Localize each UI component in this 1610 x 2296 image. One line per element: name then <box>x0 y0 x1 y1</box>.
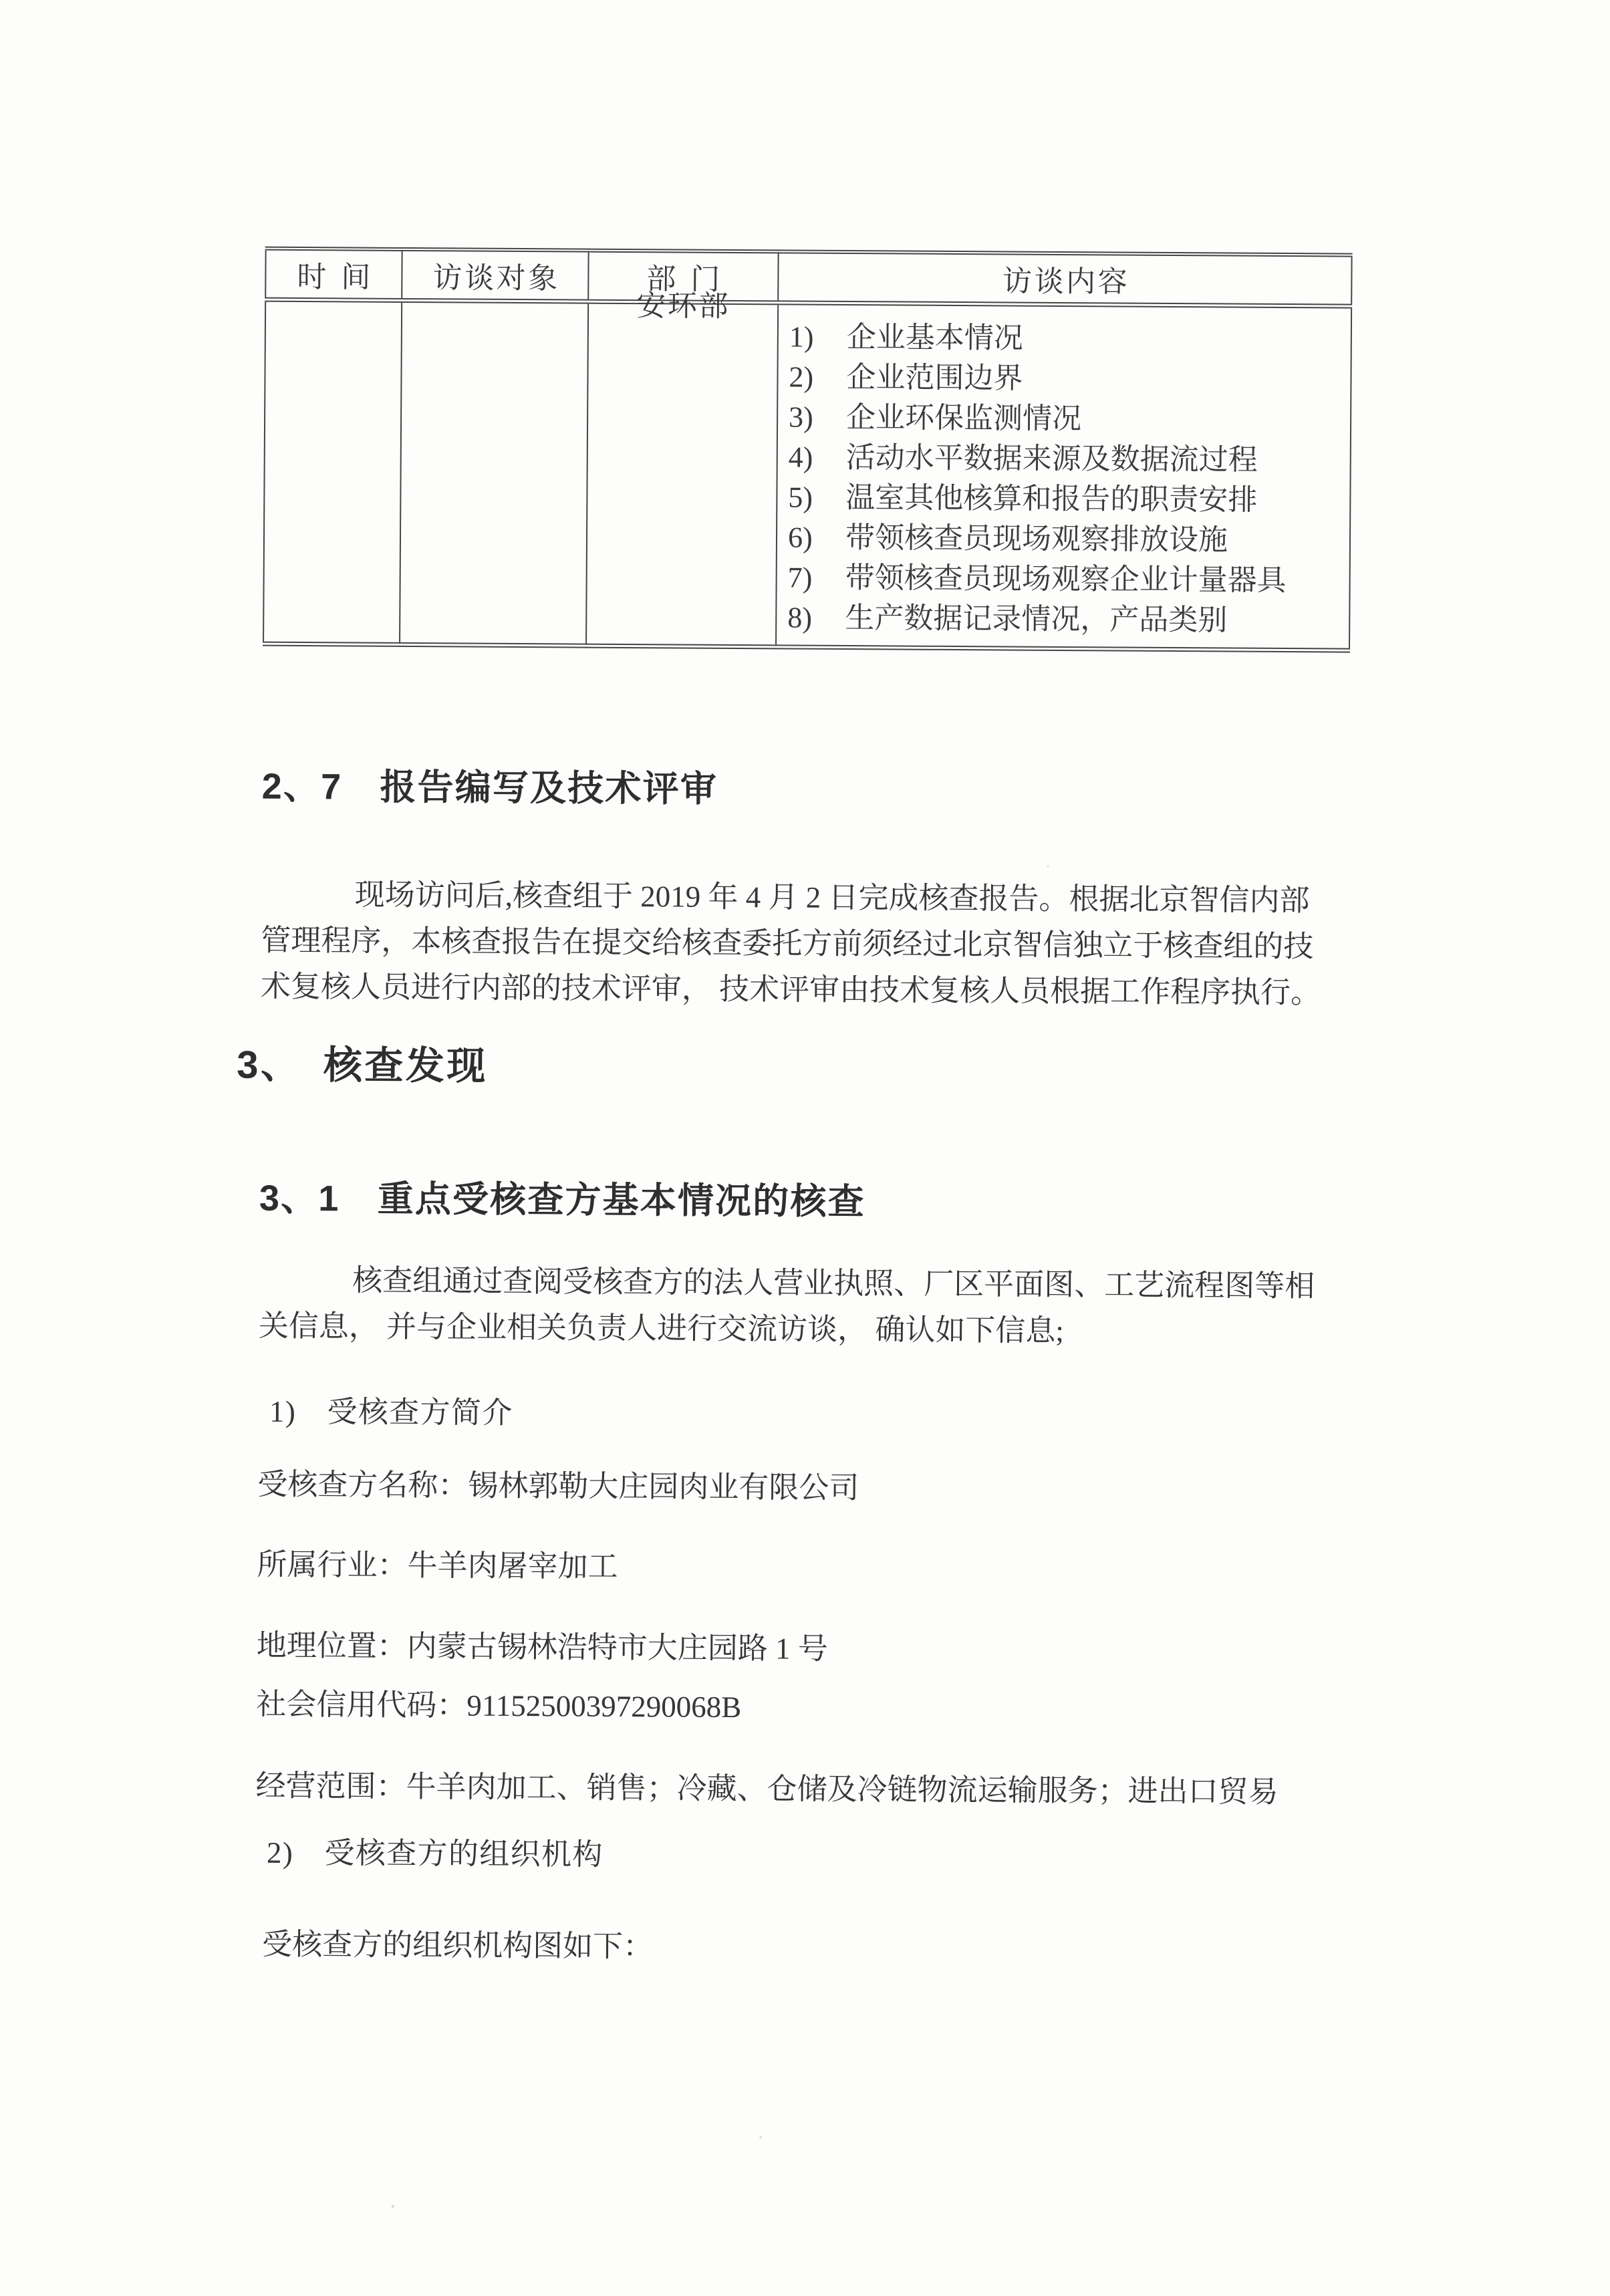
col-header-time: 时间 <box>265 249 402 301</box>
info-line-company-name: 受核查方名称：锡林郭勒大庄园肉业有限公司 <box>257 1467 859 1505</box>
list-item <box>789 317 1351 360</box>
col-header-content: 访谈内容 <box>778 251 1351 306</box>
list-item-number: 5) <box>788 481 813 514</box>
list-item <box>788 477 1349 521</box>
section-heading-3: 3、 核查发现 <box>236 1043 489 1088</box>
section-2-7-paragraph <box>261 872 1357 1017</box>
section-heading-2-7: 2、7 报告编写及技术评审 <box>261 766 718 809</box>
department-label: 安环部 <box>636 289 730 323</box>
list-item <box>787 557 1349 601</box>
list-item <box>789 437 1350 481</box>
info-line-industry: 所属行业：牛羊肉屠宰加工 <box>257 1547 618 1583</box>
paragraph-line: 关信息， 并与企业相关负责人进行交流访谈， 确认如下信息; <box>258 1309 1064 1348</box>
list-item-text: 活动水平数据来源及数据流过程 <box>845 441 1258 477</box>
table-header-row <box>265 249 1351 306</box>
paragraph-line: 术复核人员进行内部的技术评审， 技术评审由技术复核人员根据工作程序执行。 <box>260 969 1321 1010</box>
col-header-interviewee: 访谈对象 <box>402 249 588 301</box>
scan-speck <box>392 2205 394 2208</box>
paragraph-line: 核查组通过查阅受核查方的法人营业执照、厂区平面图、工艺流程图等相 <box>352 1263 1315 1303</box>
scan-speck <box>759 2136 761 2139</box>
cell-interviewee <box>400 300 588 646</box>
list-item-text: 生产数据记录情况，产品类别 <box>845 601 1228 637</box>
subitem-2-organization: 2) 受核查方的组织机构 <box>266 1835 603 1872</box>
interview-content-list <box>777 305 1351 648</box>
list-item-text: 企业范围边界 <box>846 361 1023 395</box>
cell-time <box>263 299 402 644</box>
list-item-text: 企业基本情况 <box>846 321 1024 355</box>
info-line-business-scope: 经营范围：牛羊肉加工、销售；冷藏、仓储及冷链物流运输服务；进出口贸易 <box>255 1769 1279 1809</box>
list-item-number: 4) <box>788 440 813 474</box>
list-item-text: 温室其他核算和报告的职责安排 <box>845 481 1258 517</box>
scan-speck <box>1047 866 1049 868</box>
list-item-number: 6) <box>787 521 813 554</box>
list-item-number: 8) <box>787 601 813 634</box>
list-item-number: 3) <box>788 400 813 434</box>
cell-department <box>586 289 778 647</box>
list-item <box>789 397 1350 440</box>
list-item-number: 1) <box>789 320 814 354</box>
info-line-credit-code: 社会信用代码：91152500397290068B <box>256 1687 742 1725</box>
info-line-location: 地理位置：内蒙古锡林浩特市大庄园路 1 号 <box>256 1628 829 1666</box>
list-item-number: 7) <box>787 561 813 594</box>
list-item <box>789 357 1350 400</box>
paragraph-line: 管理程序，本核查报告在提交给核查委托方前须经过北京智信独立于核查组的技 <box>261 923 1314 964</box>
cell-interview-content <box>776 303 1351 650</box>
org-chart-lead-in: 受核查方的组织机构图如下： <box>262 1927 654 1964</box>
list-item-text: 企业环保监测情况 <box>845 401 1082 436</box>
list-item <box>787 598 1349 641</box>
paragraph-line: 现场访问后,核查组于 2019 年 4 月 2 日完成核查报告。根据北京智信内部 <box>354 878 1310 918</box>
section-3-1-paragraph <box>259 1257 1355 1356</box>
list-item-text: 带领核查员现场观察企业计量器具 <box>845 561 1287 598</box>
col-header-department: 部门 <box>588 251 778 303</box>
table-row <box>263 299 1351 650</box>
list-item <box>788 517 1349 561</box>
list-item-number: 2) <box>789 360 814 394</box>
interview-table <box>263 247 1353 653</box>
subitem-1-intro: 1) 受核查方简介 <box>269 1394 513 1430</box>
section-heading-3-1: 3、1 重点受核查方基本情况的核查 <box>259 1178 865 1223</box>
list-item-text: 带领核查员现场观察排放设施 <box>845 521 1228 557</box>
